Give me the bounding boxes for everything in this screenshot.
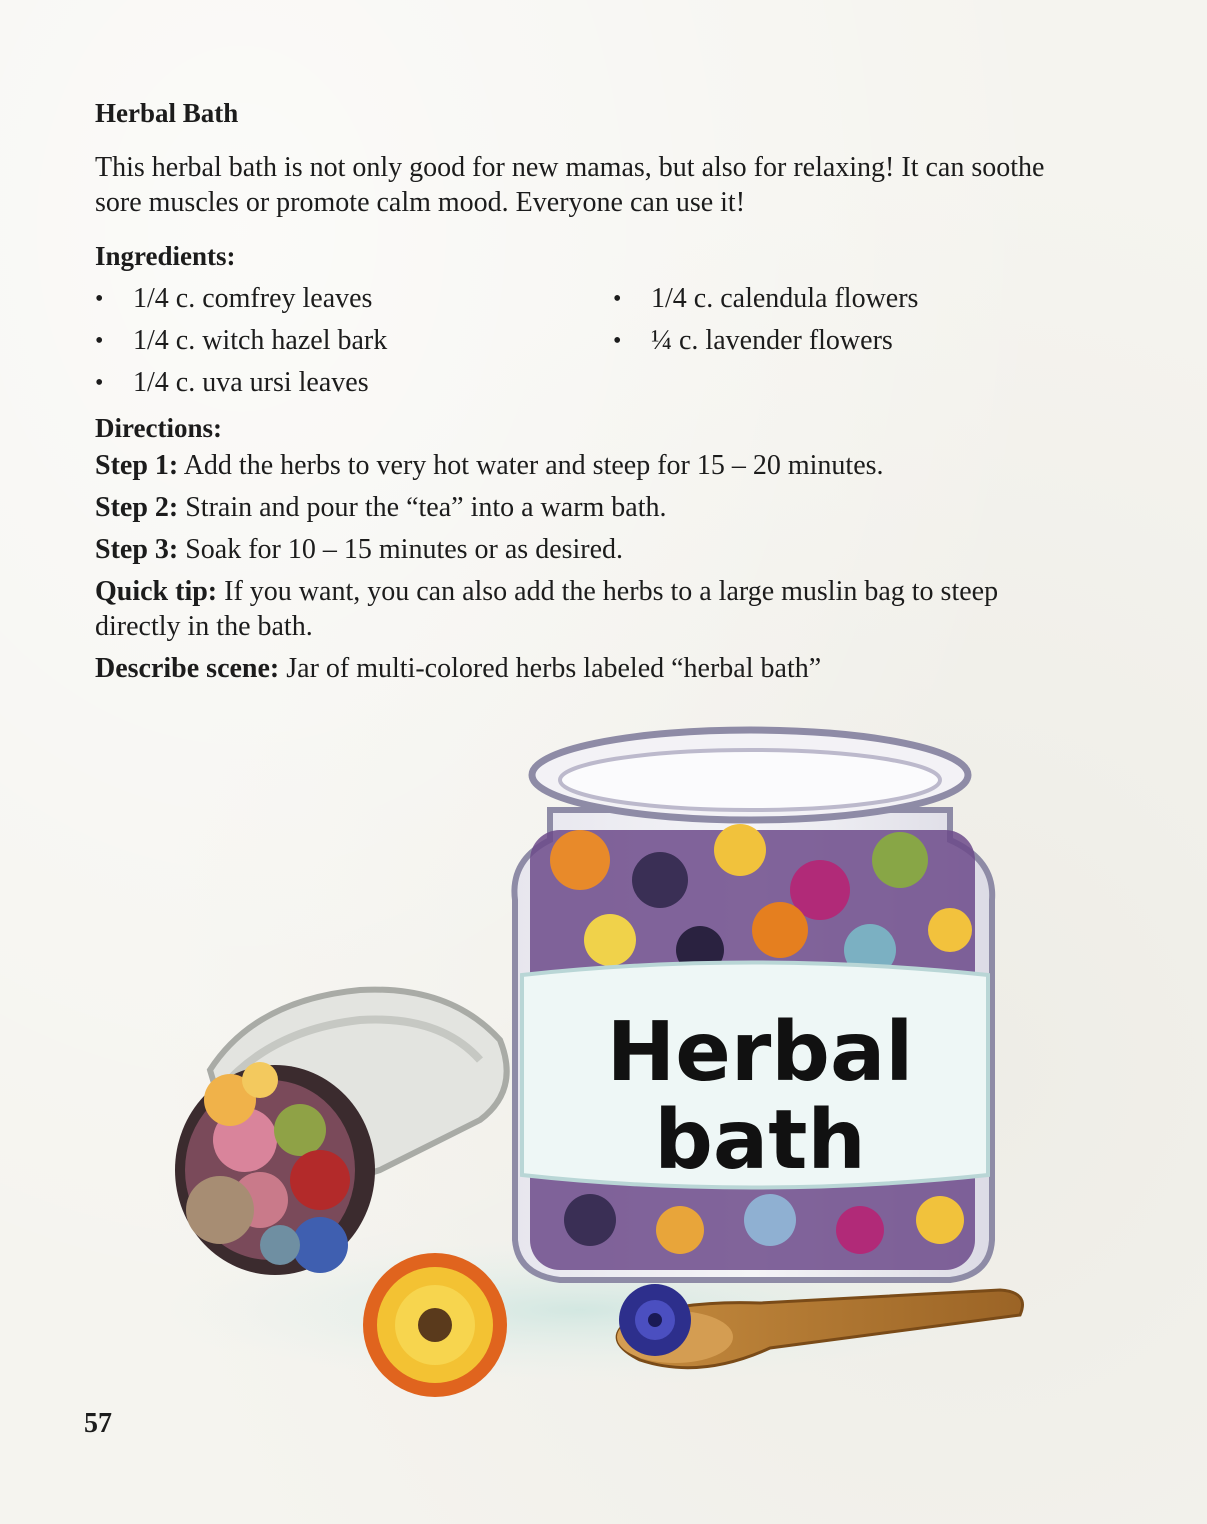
direction-step-3	[95, 532, 1115, 567]
ingredient-item: • 1/4 c. witch hazel bark	[95, 320, 613, 362]
direction-label: Step 3:	[95, 534, 179, 565]
ingredients-list	[95, 278, 1115, 404]
direction-text: Jar of multi-colored herbs labeled “herbal bath”	[279, 653, 822, 684]
muslin-bag	[175, 990, 507, 1275]
describe-scene	[95, 651, 1115, 686]
ingredient-item: • 1/4 c. uva ursi leaves	[95, 362, 613, 404]
direction-text: If you want, you can also add the herbs to a large muslin bag to steep directly in the bath.	[95, 576, 999, 642]
calendula-flower	[363, 1253, 507, 1397]
direction-text: Add the herbs to very hot water and steep for 15 – 20 minutes.	[178, 450, 884, 481]
jar-label-line-2: bath	[654, 1093, 866, 1188]
ingredients-heading: Ingredients:	[95, 241, 236, 271]
direction-label: Quick tip:	[95, 576, 218, 607]
page-number: 57	[84, 1408, 112, 1439]
ingredient-item: • 1/4 c. calendula flowers	[613, 278, 1013, 320]
jar-label-line-1: Herbal	[606, 1005, 914, 1100]
recipe-title: Herbal Bath	[95, 98, 239, 128]
recipe-intro: This herbal bath is not only good for new mamas, but also for relaxing! It can soothe sore muscles or promote calm mood. Everyone can use it!	[95, 152, 1045, 218]
cornflower	[619, 1284, 691, 1356]
direction-text: Soak for 10 – 15 minutes or as desired.	[178, 534, 624, 565]
ingredient-item: • ¼ c. lavender flowers	[613, 320, 1013, 362]
direction-label: Describe scene:	[95, 653, 280, 684]
direction-text: Strain and pour the “tea” into a warm bath.	[178, 492, 667, 523]
direction-step-1	[95, 448, 1115, 483]
quick-tip	[95, 574, 1085, 644]
recipe-text	[95, 96, 1115, 686]
direction-label: Step 1:	[95, 450, 179, 481]
direction-label: Step 2:	[95, 492, 179, 523]
herbal-bath-illustration	[160, 700, 1060, 1400]
direction-step-2	[95, 490, 1115, 525]
ingredient-item: • 1/4 c. comfrey leaves	[95, 278, 613, 320]
directions-heading: Directions:	[95, 413, 222, 443]
